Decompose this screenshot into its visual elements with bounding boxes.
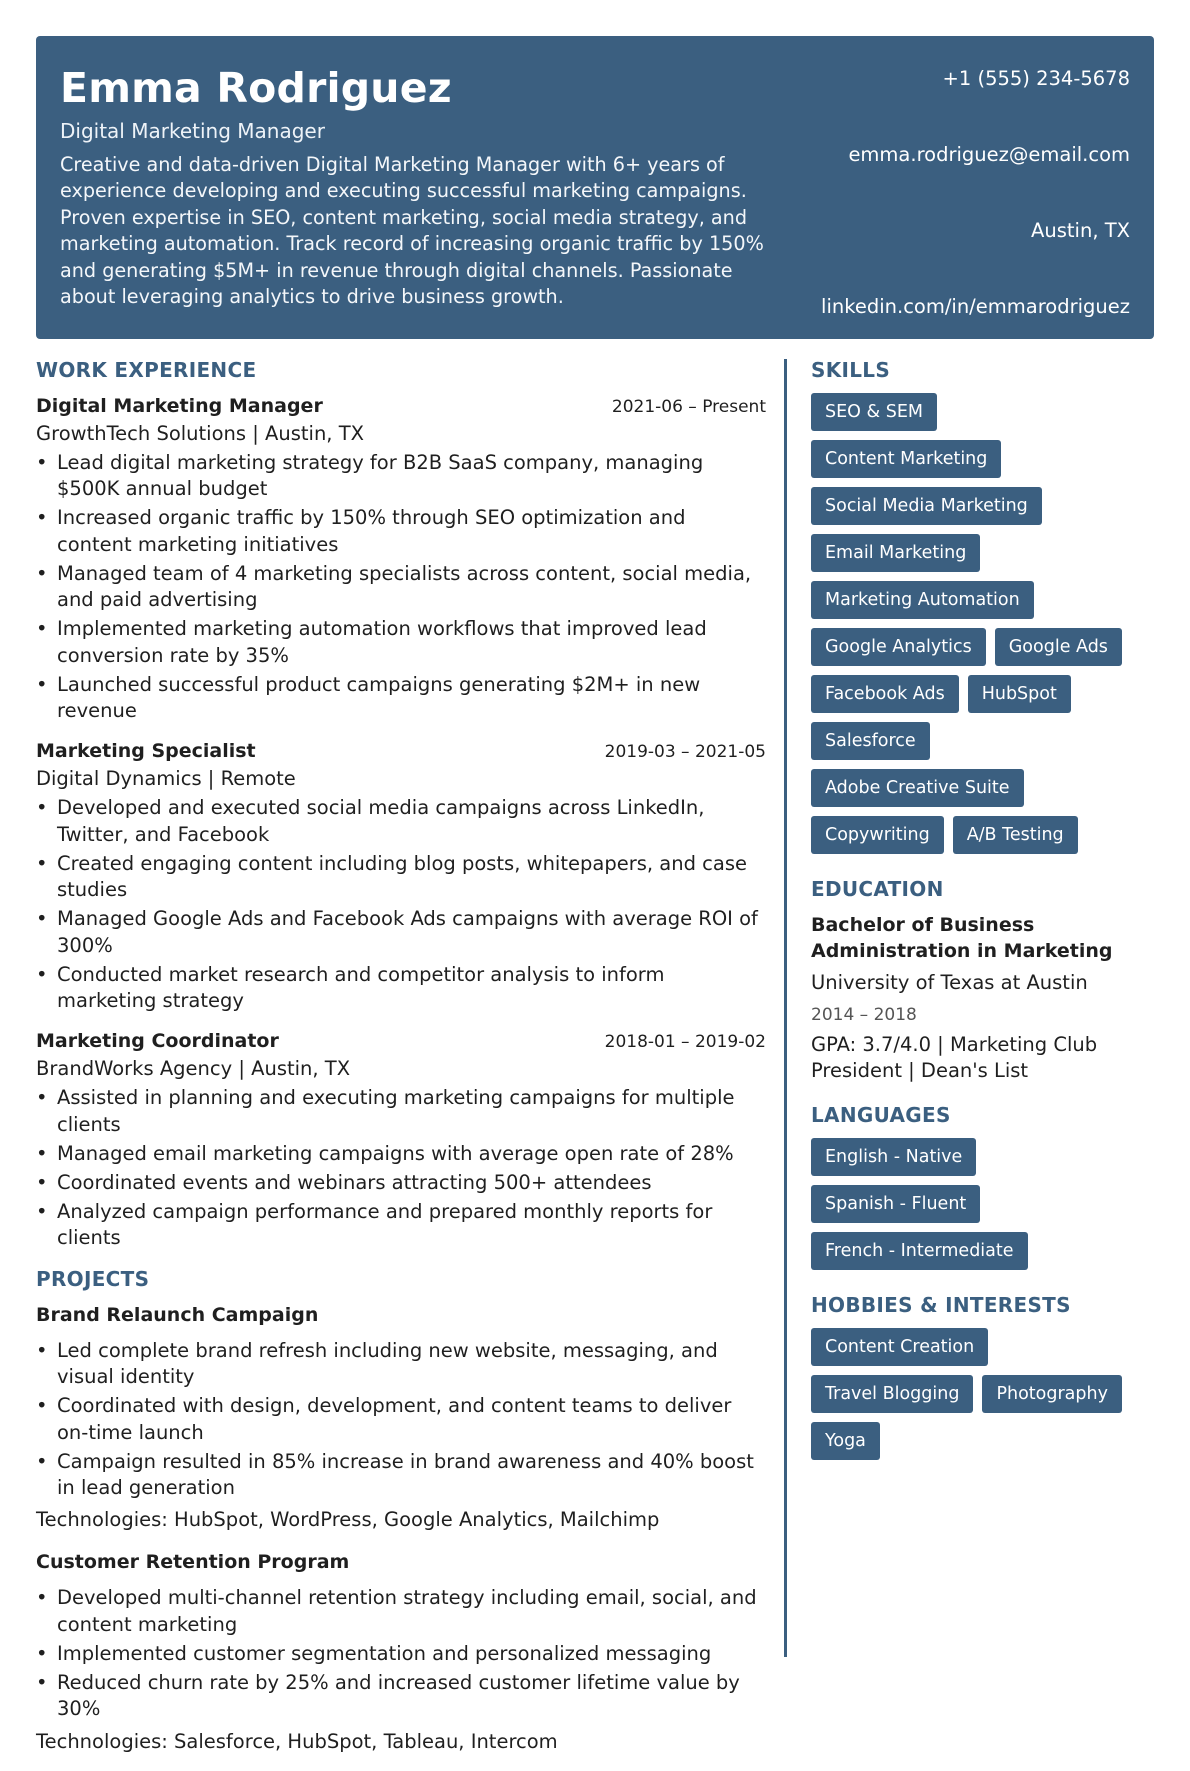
- skill-tag: A/B Testing: [953, 816, 1078, 854]
- skill-tag: Email Marketing: [811, 534, 980, 572]
- project-bullets: [36, 1338, 766, 1502]
- contact-linkedin[interactable]: linkedin.com/in/emmarodriguez: [821, 295, 1130, 318]
- projects-heading: PROJECTS: [36, 1266, 150, 1291]
- job-entry: [36, 393, 766, 724]
- job-entry: [36, 738, 766, 1014]
- skill-tag: Facebook Ads: [811, 675, 959, 713]
- job-bullet: • Conducted market research and competitor analysis to inform marketing strategy: [36, 962, 766, 1015]
- skill-tag: Salesforce: [811, 722, 930, 760]
- contact-phone[interactable]: +1 (555) 234-5678: [942, 67, 1130, 90]
- job-bullet: • Managed team of 4 marketing specialists across content, social media, and paid advertising: [36, 561, 766, 614]
- job-bullet: • Coordinated events and webinars attracting 500+ attendees: [36, 1170, 766, 1196]
- job-bullet: • Analyzed campaign performance and prepared monthly reports for clients: [36, 1199, 766, 1252]
- job-bullets: [36, 795, 766, 1014]
- skill-tag: Google Analytics: [811, 628, 986, 666]
- project-entry: [36, 1302, 766, 1534]
- skill-tag: HubSpot: [968, 675, 1071, 713]
- resume-body: [36, 357, 1154, 1771]
- job-bullets: [36, 1085, 766, 1251]
- project-title: Brand Relaunch Campaign: [36, 1303, 319, 1326]
- job-bullet: • Increased organic traffic by 150% through SEO optimization and content marketing initiatives: [36, 505, 766, 558]
- education-degree: Bachelor of Business Administration in Marketing: [811, 914, 1113, 962]
- languages-heading: LANGUAGES: [811, 1103, 951, 1127]
- project-bullet: • Campaign resulted in 85% increase in brand awareness and 40% boost in lead generation: [36, 1449, 766, 1502]
- job-date: 2019-03 – 2021-05: [604, 742, 766, 763]
- job-bullet: • Implemented marketing automation workflows that improved lead conversion rate by 35%: [36, 616, 766, 669]
- job-bullet: • Developed and executed social media campaigns across LinkedIn, Twitter, and Facebook: [36, 795, 766, 848]
- project-entry: [36, 1549, 766, 1754]
- hobbies-heading: HOBBIES & INTERESTS: [811, 1293, 1071, 1317]
- skill-tag: Copywriting: [811, 816, 944, 854]
- project-technologies: Technologies: HubSpot, WordPress, Google Analytics, Mailchimp: [36, 1508, 660, 1532]
- skill-tag: Google Ads: [995, 628, 1122, 666]
- job-bullet: • Launched successful product campaigns generating $2M+ in new revenue: [36, 672, 766, 725]
- skill-tag: SEO & SEM: [811, 393, 937, 431]
- language-tag: Spanish - Fluent: [811, 1185, 980, 1223]
- skill-tag: Adobe Creative Suite: [811, 769, 1024, 807]
- job-title: Digital Marketing Manager: [36, 395, 323, 417]
- job-company: Digital Dynamics | Remote: [36, 767, 296, 791]
- language-tags: [811, 1138, 1127, 1270]
- job-bullet: • Assisted in planning and executing marketing campaigns for multiple clients: [36, 1085, 766, 1138]
- job-date: 2021-06 – Present: [611, 397, 766, 417]
- project-bullet: • Coordinated with design, development, and content teams to deliver on-time launch: [36, 1393, 766, 1446]
- project-title: Customer Retention Program: [36, 1551, 350, 1574]
- candidate-name: Emma Rodriguez: [60, 64, 452, 112]
- contact-location: Austin, TX: [1031, 219, 1130, 242]
- professional-summary: Creative and data-driven Digital Marketing Manager with 6+ years of experience developing and executing successful marketing campaigns. Proven expertise in SEO, content marketing, social media strategy, and marketing automation. Track record of increasing organic traffic by 150% and generating $5M+ in revenue through digital channels. Passionate about leveraging analytics to drive business growth.: [60, 153, 764, 309]
- project-technologies: Technologies: Salesforce, HubSpot, Tableau, Intercom: [36, 1729, 558, 1753]
- project-bullet: • Led complete brand refresh including new website, messaging, and visual identity: [36, 1338, 766, 1391]
- hobby-tag: Yoga: [811, 1422, 880, 1460]
- skill-tag: Content Marketing: [811, 440, 1001, 478]
- project-bullet: • Developed multi-channel retention strategy including email, social, and content marketing: [36, 1585, 766, 1638]
- hobby-tags: [811, 1328, 1127, 1460]
- job-bullet: • Managed email marketing campaigns with average open rate of 28%: [36, 1141, 766, 1167]
- sidebar-column: [787, 357, 1127, 1771]
- header-identity: [60, 64, 780, 339]
- job-bullet: • Created engaging content including blog posts, whitepapers, and case studies: [36, 851, 766, 904]
- skills-tags: [811, 393, 1127, 854]
- project-bullets: [36, 1585, 766, 1722]
- candidate-title: Digital Marketing Manager: [60, 119, 325, 143]
- language-tag: French - Intermediate: [811, 1232, 1028, 1270]
- project-bullet: • Implemented customer segmentation and personalized messaging: [36, 1641, 766, 1667]
- skills-heading: SKILLS: [811, 358, 891, 382]
- education-school: University of Texas at Austin: [811, 971, 1088, 994]
- contact-info: [821, 64, 1130, 339]
- main-column: [36, 357, 776, 1771]
- job-entry: [36, 1028, 766, 1251]
- job-company: BrandWorks Agency | Austin, TX: [36, 1057, 351, 1081]
- job-company: GrowthTech Solutions | Austin, TX: [36, 422, 364, 445]
- contact-email[interactable]: emma.rodriguez@email.com: [848, 143, 1130, 166]
- education-details: GPA: 3.7/4.0 | Marketing Club President | Dean's List: [811, 1033, 1098, 1082]
- work-experience-heading: WORK EXPERIENCE: [36, 358, 257, 382]
- education-heading: EDUCATION: [811, 877, 944, 901]
- skill-tag: Marketing Automation: [811, 581, 1034, 619]
- job-bullet: • Lead digital marketing strategy for B2B SaaS company, managing $500K annual budget: [36, 450, 766, 503]
- education-years: 2014 – 2018: [811, 1005, 917, 1025]
- hobby-tag: Content Creation: [811, 1328, 988, 1366]
- resume-header: [36, 36, 1154, 339]
- language-tag: English - Native: [811, 1138, 976, 1176]
- job-bullet: • Managed Google Ads and Facebook Ads campaigns with average ROI of 300%: [36, 906, 766, 959]
- job-date: 2018-01 – 2019-02: [604, 1032, 766, 1053]
- job-title: Marketing Specialist: [36, 740, 256, 763]
- project-bullet: • Reduced churn rate by 25% and increased customer lifetime value by 30%: [36, 1670, 766, 1723]
- job-bullets: [36, 450, 766, 724]
- hobby-tag: Travel Blogging: [811, 1375, 973, 1413]
- job-title: Marketing Coordinator: [36, 1030, 279, 1053]
- skill-tag: Social Media Marketing: [811, 487, 1042, 525]
- hobby-tag: Photography: [982, 1375, 1122, 1413]
